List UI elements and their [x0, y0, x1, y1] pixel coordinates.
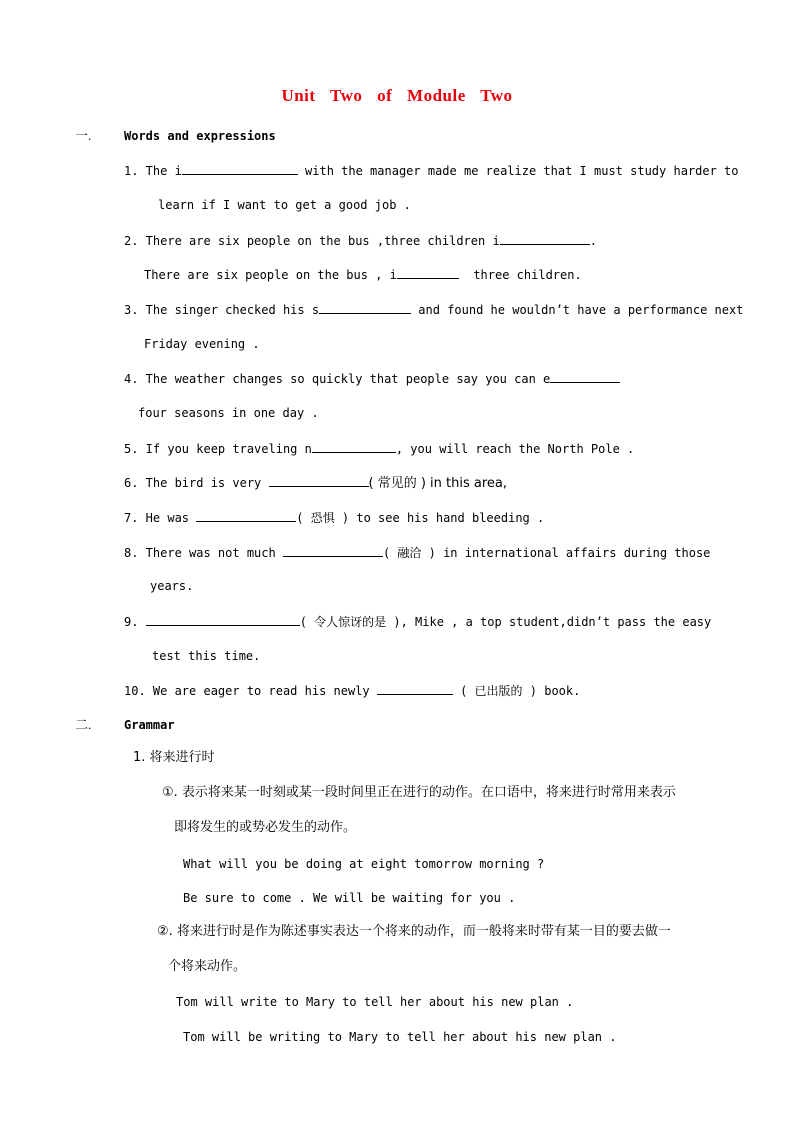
item-5-text-2: , you will reach the North Pole . [395, 442, 635, 456]
item-5 [124, 440, 634, 457]
item-8 [124, 544, 710, 561]
grammar-point-2: ②. 将来进行时是作为陈述事实表达一个将来的动作，而一般将来时带有某一目的要去做一 [157, 924, 671, 939]
section1-num: 一. [75, 128, 92, 143]
item-6-text: 6. The bird is very [124, 476, 269, 490]
blank[interactable] [500, 232, 590, 245]
example-sentence: What will you be doing at eight tomorrow morning ? [183, 857, 545, 871]
item-6-text-2: ( 常见的 ) in this area, [368, 476, 507, 491]
section1-heading: Words and expressions [124, 129, 276, 143]
grammar-point-1: ①. 表示将来某一时刻或某一段时间里正在进行的动作。在口语中，将来进行时常用来表示 [162, 785, 676, 800]
item-5-text: 5. If you keep traveling n [124, 442, 312, 456]
item-7-text-2: ( 恐惧 ) to see his hand bleeding . [296, 511, 545, 525]
item-4 [124, 370, 620, 387]
item-2-text-2: . [589, 234, 597, 248]
item-9-text-2: ( 令人惊讶的是 ), Mike , a top student,didn’t pass the easy [299, 615, 712, 629]
item-2 [124, 232, 597, 249]
blank[interactable] [146, 613, 300, 626]
blank[interactable] [377, 682, 453, 695]
blank[interactable] [283, 544, 383, 557]
blank[interactable] [550, 370, 620, 383]
item-4-text: 4. The weather changes so quickly that people say you can e [124, 372, 551, 386]
blank[interactable] [182, 162, 298, 175]
item-8-cont: years. [150, 579, 194, 593]
item-3-text-2: and found he wouldn’t have a performance next [411, 303, 744, 317]
item-9-text: 9. [124, 615, 146, 629]
section2-heading: Grammar [124, 718, 175, 732]
blank[interactable] [319, 301, 411, 314]
grammar-subheading: 1. 将来进行时 [133, 750, 215, 765]
blank[interactable] [312, 440, 396, 453]
grammar-point-1-cont: 即将发生的或势必发生的动作。 [174, 820, 357, 835]
item-9 [124, 613, 711, 630]
item-2-alt [144, 266, 582, 283]
section2-num: 二. [75, 717, 92, 732]
example-sentence: Tom will write to Mary to tell her about his new plan . [176, 995, 574, 1009]
example-sentence: Tom will be writing to Mary to tell her about his new plan . [183, 1030, 617, 1044]
page-title: Unit Two of Module Two [281, 86, 513, 105]
item-1-text: 1. The i [124, 164, 182, 178]
blank[interactable] [397, 266, 459, 279]
item-9-cont: test this time. [152, 649, 261, 663]
item-3-cont: Friday evening . [144, 337, 260, 351]
item-1 [124, 162, 739, 179]
item-2-text: 2. There are six people on the bus ,three children i [124, 234, 500, 248]
blank[interactable] [269, 474, 369, 487]
item-6 [124, 474, 507, 492]
item-3 [124, 301, 743, 318]
section1-number [75, 128, 91, 144]
blank[interactable] [196, 509, 296, 522]
item-1-cont: learn if I want to get a good job . [158, 198, 411, 212]
item-7-text: 7. He was [124, 511, 197, 525]
item-10-text: 10. We are eager to read his newly [124, 684, 377, 698]
item-4-cont: four seasons in one day . [138, 406, 319, 420]
item-8-text: 8. There was not much [124, 546, 283, 560]
item-7 [124, 509, 544, 526]
item-3-text: 3. The singer checked his s [124, 303, 320, 317]
item-2-alt-text-2: three children. [458, 268, 582, 282]
item-10 [124, 682, 580, 699]
item-1-text-2: with the manager made me realize that I must study harder to [297, 164, 739, 178]
item-8-text-2: ( 融洽 ) in international affairs during those [382, 546, 711, 560]
example-sentence: Be sure to come . We will be waiting for you . [183, 891, 516, 905]
item-10-text-2: ( 已出版的 ) book. [452, 684, 581, 698]
section2-number [75, 717, 91, 733]
grammar-point-2-cont: 个将来动作。 [168, 959, 247, 974]
item-2-alt-text: There are six people on the bus , i [144, 268, 397, 282]
